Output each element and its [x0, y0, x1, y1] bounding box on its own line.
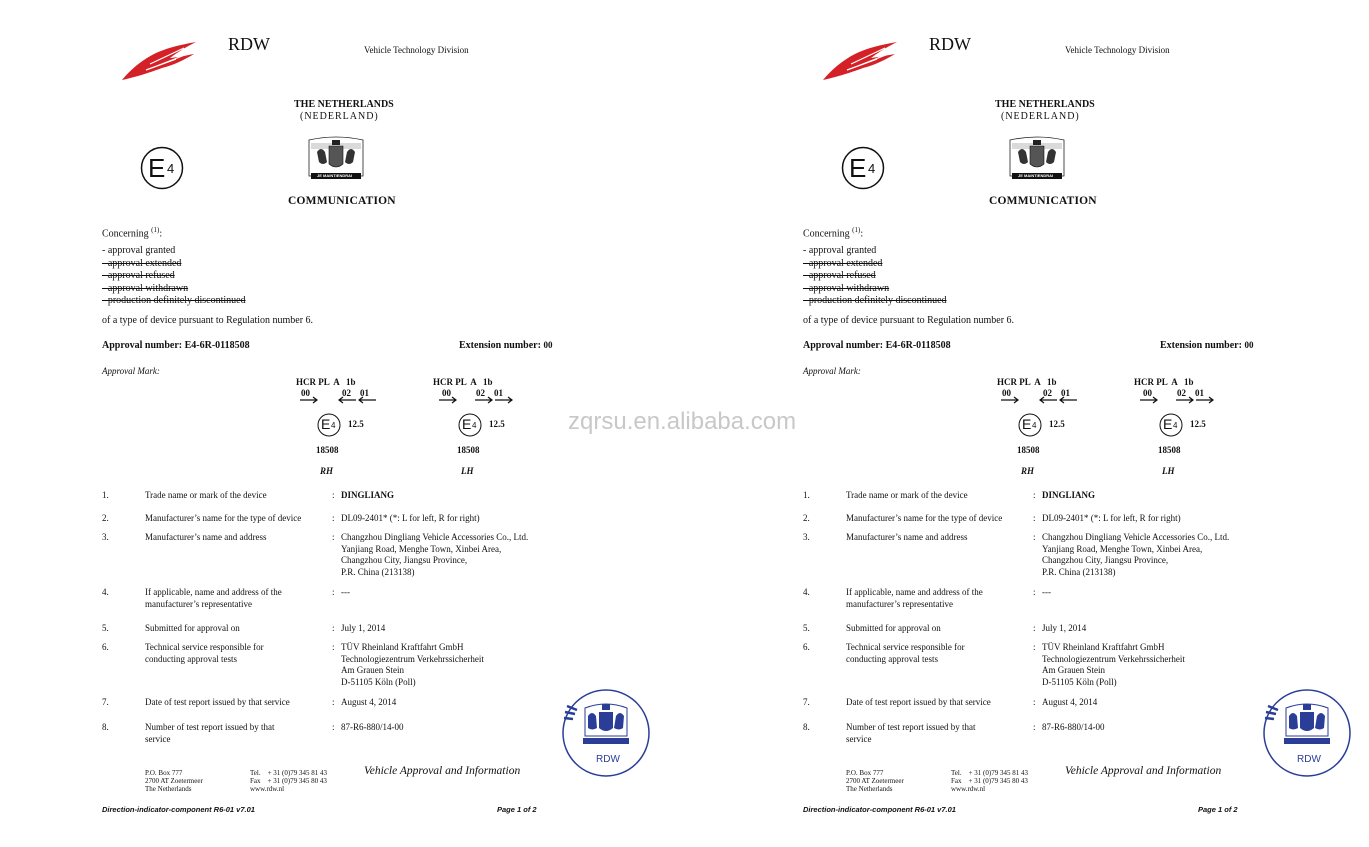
item-colon: :: [1033, 587, 1036, 597]
concerning-label: Concerning $^{(1)}$:: [803, 226, 864, 240]
concerning-item: - approval withdrawn: [102, 283, 189, 294]
mark-side: RH: [320, 466, 334, 476]
mark-approval-number: 18508: [1158, 445, 1181, 455]
item-label: Trade name or mark of the device: [846, 490, 968, 500]
item-colon: :: [1033, 490, 1036, 500]
coat-of-arms-icon: [1004, 136, 1070, 188]
mark-e-letter: E: [1022, 416, 1032, 432]
mark-e-letter: E: [321, 416, 331, 432]
e4-mark-icon: [841, 146, 885, 190]
concerning-label: Concerning $^{(1)}$:: [102, 226, 163, 240]
item-number: 4.: [102, 587, 109, 597]
document-title: COMMUNICATION: [989, 195, 1097, 207]
item-label: Trade name or mark of the device: [145, 490, 267, 500]
mark-side: LH: [461, 466, 474, 476]
e4-number: 4: [167, 161, 175, 176]
item-number: 7.: [803, 697, 810, 707]
item-number: 1.: [803, 490, 810, 500]
contact-info: Tel. + 31 (0)79 345 81 43 Fax + 31 (0)79 345 80 43 www.rdw.nl: [951, 769, 1028, 793]
mark-intensity: 12.5: [489, 419, 505, 429]
item-label: Manufacturer’s name and address: [145, 532, 267, 542]
item-number: 1.: [102, 490, 109, 500]
regulation-line: of a type of device pursuant to Regulation number 6.: [102, 315, 314, 326]
item-value: DL09-2401* (*: L for left, R for right): [341, 513, 480, 523]
item-label: Submitted for approval on: [846, 623, 941, 633]
extension-number: Extension number: 00: [1160, 340, 1254, 351]
mark-subcode: 01: [360, 388, 369, 398]
mark-e-number: 4: [472, 421, 477, 430]
division-name: Vehicle Technology Division: [364, 45, 469, 55]
postal-address: P.O. Box 777 2700 AT Zoetermeer The Netherlands: [145, 769, 203, 793]
mark-subcode: 00: [301, 388, 310, 398]
crest-motto: JE MAINTIENDRAI: [1018, 173, 1054, 178]
approval-mark-rh: [997, 377, 1077, 487]
item-colon: :: [332, 532, 335, 542]
mark-codes: HCR PL A 1b: [433, 377, 493, 387]
concerning-item: - approval refused: [803, 270, 876, 281]
item-value: July 1, 2014: [1042, 623, 1087, 633]
approval-number: Approval number: E4-6R-0118508: [102, 340, 250, 351]
item-value: DL09-2401* (*: L for left, R for right): [1042, 513, 1181, 523]
approval-mark-lh: [433, 377, 513, 487]
item-number: 2.: [803, 513, 810, 523]
concerning-item: - production definitely discontinued: [803, 295, 947, 306]
mark-arrows-icon: [298, 396, 378, 404]
concerning-item: - approval extended: [102, 258, 182, 269]
rdw-stamp-icon: [1262, 688, 1352, 778]
mark-codes: HCR PL A 1b: [1134, 377, 1194, 387]
mark-subcode: 00: [442, 388, 451, 398]
concerning-item: - approval granted: [803, 245, 877, 256]
item-number: 5.: [803, 623, 810, 633]
item-colon: :: [1033, 532, 1036, 542]
item-colon: :: [1033, 722, 1036, 732]
item-label: Date of test report issued by that service: [145, 697, 290, 707]
concerning-item: - approval withdrawn: [803, 283, 890, 294]
concerning-item: - approval extended: [803, 258, 883, 269]
item-label: Date of test report issued by that service: [846, 697, 991, 707]
item-colon: :: [332, 623, 335, 633]
mark-approval-number: 18508: [457, 445, 480, 455]
item-number: 3.: [803, 532, 810, 542]
mark-subcode: 02: [1177, 388, 1186, 398]
item-colon: :: [1033, 642, 1036, 652]
e4-mark-icon: [140, 146, 184, 190]
mark-subcode: 01: [1061, 388, 1070, 398]
item-number: 6.: [803, 642, 810, 652]
extension-number: Extension number: 00: [459, 340, 553, 351]
item-value: ---: [1042, 587, 1051, 597]
item-value: TÜV Rheinland Kraftfahrt GmbH Technologiezentrum Verkehrssicherheit Am Grauen Stein D-51105 Köln (Poll): [1042, 642, 1185, 687]
item-label: Manufacturer’s name and address: [846, 532, 968, 542]
item-value: July 1, 2014: [341, 623, 386, 633]
rdw-stamp-icon: [561, 688, 651, 778]
coat-of-arms-icon: [303, 136, 369, 188]
rdw-logo-icon: [120, 40, 198, 82]
item-colon: :: [332, 513, 335, 523]
mark-e-number: 4: [1032, 421, 1037, 430]
footer-tagline: Vehicle Approval and Information: [1065, 765, 1222, 777]
concerning-item: - approval granted: [102, 245, 176, 256]
item-label: If applicable, name and address of the manufacturer’s representative: [145, 587, 282, 609]
item-number: 4.: [803, 587, 810, 597]
mark-codes: HCR PL A 1b: [997, 377, 1057, 387]
mark-arrows-icon: [999, 396, 1079, 404]
document-page-right: [701, 0, 1369, 847]
mark-subcode: 00: [1002, 388, 1011, 398]
mark-subcode: 02: [476, 388, 485, 398]
item-colon: :: [332, 642, 335, 652]
stamp-text: RDW: [1297, 754, 1321, 765]
form-identifier: Direction-indicator-component R6-01 v7.01: [803, 805, 956, 814]
mark-arrows-icon: [437, 396, 517, 404]
mark-intensity: 12.5: [1190, 419, 1206, 429]
country-native-name: (NEDERLAND): [300, 111, 379, 122]
mark-intensity: 12.5: [348, 419, 364, 429]
approval-mark-rh: [296, 377, 376, 487]
item-value: DINGLIANG: [1042, 490, 1096, 500]
item-value: 87-R6-880/14-00: [1042, 722, 1105, 732]
item-colon: :: [1033, 623, 1036, 633]
concerning-item: - production definitely discontinued: [102, 295, 246, 306]
item-value: August 4, 2014: [341, 697, 397, 707]
item-label: Technical service responsible for conducting approval tests: [145, 642, 264, 664]
mark-subcode: 01: [494, 388, 503, 398]
item-colon: :: [332, 490, 335, 500]
item-number: 5.: [102, 623, 109, 633]
item-colon: :: [1033, 513, 1036, 523]
approval-mark-label: Approval Mark:: [803, 366, 861, 376]
rdw-logo-icon: [821, 40, 899, 82]
page-number: Page 1 of 2: [497, 805, 537, 814]
item-value: 87-R6-880/14-00: [341, 722, 404, 732]
item-colon: :: [332, 587, 335, 597]
mark-subcode: 02: [342, 388, 351, 398]
approval-number: Approval number: E4-6R-0118508: [803, 340, 951, 351]
item-number: 8.: [102, 722, 109, 732]
crest-motto: JE MAINTIENDRAI: [317, 173, 353, 178]
item-colon: :: [332, 697, 335, 707]
item-number: 2.: [102, 513, 109, 523]
division-name: Vehicle Technology Division: [1065, 45, 1170, 55]
mark-e-letter: E: [462, 416, 472, 432]
item-colon: :: [1033, 697, 1036, 707]
approval-mark-label: Approval Mark:: [102, 366, 160, 376]
mark-approval-number: 18508: [1017, 445, 1040, 455]
country-name: THE NETHERLANDS: [995, 99, 1095, 110]
item-value: TÜV Rheinland Kraftfahrt GmbH Technologiezentrum Verkehrssicherheit Am Grauen Stein D-51105 Köln (Poll): [341, 642, 484, 687]
item-value: ---: [341, 587, 350, 597]
mark-e-number: 4: [331, 421, 336, 430]
concerning-item: - approval refused: [102, 270, 175, 281]
mark-subcode: 00: [1143, 388, 1152, 398]
postal-address: P.O. Box 777 2700 AT Zoetermeer The Netherlands: [846, 769, 904, 793]
e4-letter: E: [849, 153, 867, 183]
country-native-name: (NEDERLAND): [1001, 111, 1080, 122]
approval-mark-lh: [1134, 377, 1214, 487]
document-title: COMMUNICATION: [288, 195, 396, 207]
item-label: Number of test report issued by that service: [145, 722, 275, 744]
item-value: DINGLIANG: [341, 490, 395, 500]
item-label: Manufacturer’s name for the type of device: [145, 513, 302, 523]
item-value: Changzhou Dingliang Vehicle Accessories Co., Ltd. Yanjiang Road, Menghe Town, Xinbei Area, Changzhou City, Jiangsu Province, P.R. China (213138): [341, 532, 529, 577]
item-label: If applicable, name and address of the manufacturer’s representative: [846, 587, 983, 609]
mark-e-letter: E: [1163, 416, 1173, 432]
regulation-line: of a type of device pursuant to Regulation number 6.: [803, 315, 1015, 326]
mark-e-number: 4: [1173, 421, 1178, 430]
item-number: 6.: [102, 642, 109, 652]
mark-side: RH: [1021, 466, 1035, 476]
item-colon: :: [332, 722, 335, 732]
org-name: RDW: [228, 34, 270, 54]
item-number: 8.: [803, 722, 810, 732]
stamp-text: RDW: [596, 754, 620, 765]
mark-subcode: 02: [1043, 388, 1052, 398]
mark-codes: HCR PL A 1b: [296, 377, 356, 387]
e4-letter: E: [148, 153, 166, 183]
mark-arrows-icon: [1138, 396, 1218, 404]
page-number: Page 1 of 2: [1198, 805, 1238, 814]
footer-tagline: Vehicle Approval and Information: [364, 765, 521, 777]
mark-subcode: 01: [1195, 388, 1204, 398]
item-number: 3.: [102, 532, 109, 542]
mark-side: LH: [1162, 466, 1175, 476]
form-identifier: Direction-indicator-component R6-01 v7.01: [102, 805, 255, 814]
item-value: Changzhou Dingliang Vehicle Accessories Co., Ltd. Yanjiang Road, Menghe Town, Xinbei Area, Changzhou City, Jiangsu Province, P.R. China (213138): [1042, 532, 1230, 577]
contact-info: Tel. + 31 (0)79 345 81 43 Fax + 31 (0)79 345 80 43 www.rdw.nl: [250, 769, 327, 793]
item-label: Manufacturer’s name for the type of device: [846, 513, 1003, 523]
item-label: Submitted for approval on: [145, 623, 240, 633]
item-value: August 4, 2014: [1042, 697, 1098, 707]
mark-approval-number: 18508: [316, 445, 339, 455]
org-name: RDW: [929, 34, 971, 54]
watermark: zqrsu.en.alibaba.com: [568, 408, 797, 435]
item-label: Number of test report issued by that service: [846, 722, 976, 744]
item-label: Technical service responsible for conducting approval tests: [846, 642, 965, 664]
item-number: 7.: [102, 697, 109, 707]
mark-intensity: 12.5: [1049, 419, 1065, 429]
country-name: THE NETHERLANDS: [294, 99, 394, 110]
e4-number: 4: [868, 161, 876, 176]
